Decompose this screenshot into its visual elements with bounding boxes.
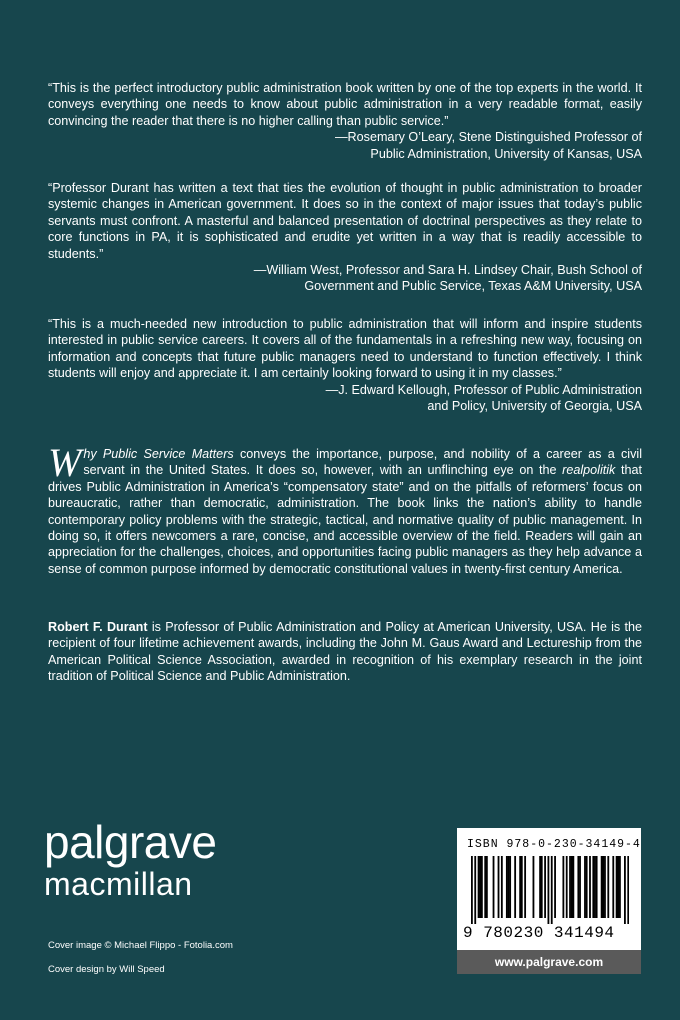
barcode-bar bbox=[478, 856, 480, 918]
italic-term: realpolitik bbox=[562, 463, 616, 478]
barcode-bar bbox=[539, 856, 541, 918]
barcode-bar bbox=[481, 856, 483, 918]
drop-cap: W bbox=[48, 440, 82, 485]
barcode-bar bbox=[602, 856, 604, 918]
author-bio bbox=[48, 619, 642, 685]
quote-attribution-line-1: —Rosemary O’Leary, Stene Distinguished Professor of bbox=[334, 130, 642, 145]
logo-macmillan: macmillan bbox=[44, 866, 193, 902]
barcode-bar bbox=[519, 856, 521, 918]
barcode-bar bbox=[604, 856, 606, 918]
barcode-bar bbox=[577, 856, 579, 918]
review-quote-3 bbox=[48, 316, 642, 414]
barcode-bar bbox=[616, 856, 618, 918]
barcode-bar bbox=[612, 856, 614, 918]
barcode-bar bbox=[607, 856, 609, 918]
quote-attribution-line-2: Public Administration, University of Kansas, USA bbox=[370, 146, 642, 161]
barcode-bar bbox=[508, 856, 510, 918]
barcode-bar bbox=[498, 856, 500, 918]
cover-image-credit: Cover image © Michael Flippo - Fotolia.com bbox=[48, 940, 233, 951]
quote-attribution-line-2: Government and Public Service, Texas A&M University, USA bbox=[304, 279, 642, 294]
barcode-bar bbox=[624, 856, 626, 924]
barcode-bar bbox=[627, 856, 629, 924]
barcode-bar bbox=[471, 856, 473, 924]
barcode-bar bbox=[541, 856, 543, 918]
book-title: hy Public Service Matters bbox=[83, 447, 234, 461]
review-quote-2 bbox=[48, 180, 642, 295]
barcode-bar bbox=[484, 856, 486, 918]
barcode-bar bbox=[619, 856, 621, 918]
quote-text: “This is the perfect introductory public administration book written by one of the top experts in the world. It conveys everything one needs to know about public administration in a very readable format, easily convincing the reader that there is no higher calling than public service.” bbox=[48, 81, 642, 128]
barcode-bar bbox=[594, 856, 596, 918]
barcode-bar bbox=[572, 856, 574, 918]
barcode-bar bbox=[592, 856, 594, 918]
description-part-2: that drives Public Administration in America’s “compensatory state” and on the pitfalls of reformers’ focus on bureaucratic, rather than democratic, administration. The book links the nation’s ability to handle contemporary policy problems with the strategic, tactical, and normative quality of public management. In doing so, it offers newcomers a rare, concise, and accessible overview of the field. Readers will gain an appreciation for the challenges, choices, and opportunities facing public managers as they help advance a sense of common purpose informed by democratic constitutional values in twenty-first century America. bbox=[48, 463, 642, 576]
barcode-bar bbox=[551, 856, 553, 924]
barcode-bar bbox=[521, 856, 523, 918]
barcode-bars bbox=[471, 856, 629, 924]
barcode-bar bbox=[544, 856, 546, 918]
description-part-1: conveys the importance, purpose, and nobility of a career as a civil servant in the United States. It does so, however, with an unflinching eye on the bbox=[83, 447, 642, 478]
barcode-bar bbox=[586, 856, 588, 918]
quote-attribution-line-1: —William West, Professor and Sara H. Lindsey Chair, Bush School of bbox=[253, 263, 642, 278]
barcode bbox=[457, 828, 641, 950]
isbn-label: ISBN 978-0-230-34149-4 bbox=[467, 838, 641, 851]
quote-attribution-line-1: —J. Edward Kellough, Professor of Public Administration bbox=[325, 382, 642, 397]
barcode-bar bbox=[533, 856, 535, 918]
book-description bbox=[48, 440, 642, 577]
publisher-logo bbox=[44, 818, 216, 902]
quote-text: “This is a much-needed new introduction to public administration that will inform and inspire students interested in public service careers. It covers all of the fundamentals in a refreshing new way, focusing on information and concepts that future public managers need to understand to function effectively. I think students will enjoy and appreciate it. I am certainly looking forward to using it in my classes.” bbox=[48, 317, 642, 381]
barcode-bar bbox=[524, 856, 526, 918]
author-name: Robert F. Durant bbox=[48, 620, 148, 634]
author-bio-text: is Professor of Public Administration and Policy at American University, USA. He is the recipient of four lifetime achievement awards, including the John M. Gaus Award and Lectureship from the American Political Science Association, awarded in recognition of his exemplary research in the joint tradition of Political Science and Public Administration. bbox=[48, 620, 642, 684]
barcode-bar bbox=[601, 856, 603, 918]
barcode-bar bbox=[509, 856, 511, 918]
barcode-bar bbox=[479, 856, 481, 918]
cover-design-credit: Cover design by Will Speed bbox=[48, 964, 165, 975]
barcode-bar bbox=[596, 856, 598, 918]
barcode-bar bbox=[589, 856, 591, 918]
review-quote-1 bbox=[48, 80, 642, 162]
barcode-bar bbox=[501, 856, 503, 918]
publisher-url: www.palgrave.com bbox=[457, 950, 641, 974]
logo-palgrave: palgrave bbox=[44, 816, 217, 868]
barcode-bar bbox=[506, 856, 508, 918]
barcode-bar bbox=[569, 856, 571, 918]
barcode-bar bbox=[579, 856, 581, 918]
barcode-bar bbox=[493, 856, 495, 918]
barcode-bar bbox=[514, 856, 516, 918]
barcode-bar bbox=[554, 856, 556, 918]
ean-digits: 9 780230 341494 bbox=[463, 924, 615, 942]
barcode-bar bbox=[562, 856, 564, 918]
barcode-bar bbox=[548, 856, 550, 924]
barcode-bar bbox=[617, 856, 619, 918]
quote-text: “Professor Durant has written a text that ties the evolution of thought in public administration to broader systemic changes in American government. It does so in the context of major issues that today’s public servants must confront. A masterful and balanced presentation of doctrinal perspectives as they relate to core functions in PA, it is sophisticated and erudite yet written in a way that is readily accessible to students.” bbox=[48, 181, 642, 261]
quote-attribution-line-2: and Policy, University of Georgia, USA bbox=[427, 399, 642, 414]
barcode-bar bbox=[474, 856, 476, 924]
barcode-bar bbox=[571, 856, 573, 918]
barcode-bar bbox=[584, 856, 586, 918]
barcode-bar bbox=[486, 856, 488, 918]
barcode-bar bbox=[566, 856, 568, 918]
